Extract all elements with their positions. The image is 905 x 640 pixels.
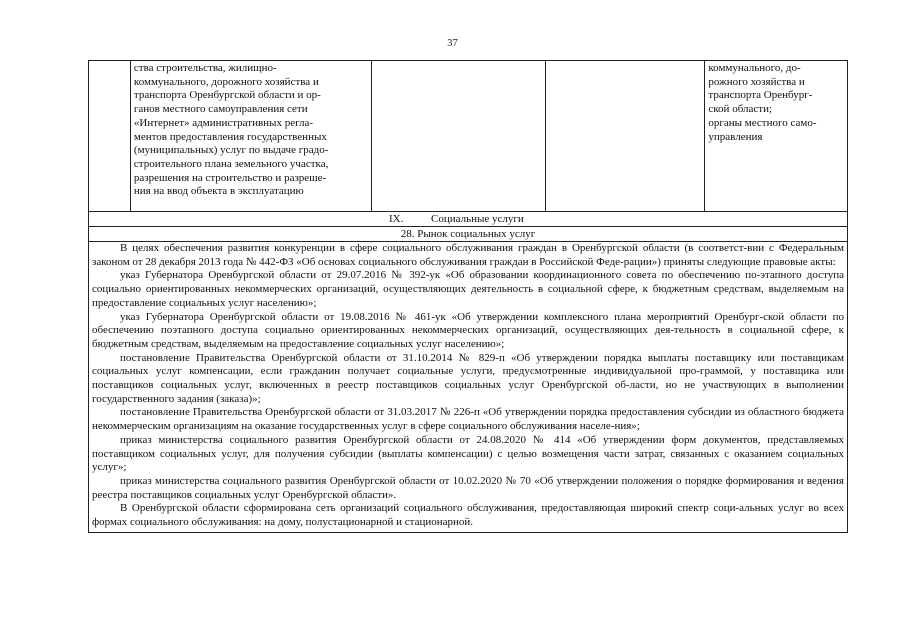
paragraph: В Оренбургской области сформирована сеть организаций социального обслуживания, предоставляющая широкий спектр соци-альных услуг во всех формах социального обслуживания: на дому, полустационарной и стационарной. bbox=[92, 502, 844, 529]
cell-line: коммунального, до- bbox=[708, 62, 801, 74]
cell-line: рожного хозяйства и bbox=[708, 75, 805, 88]
section-number: IX. bbox=[389, 213, 404, 225]
cell-line: (муниципальных) услуг по выдаче градо- bbox=[133, 144, 329, 157]
paragraph: указ Губернатора Оренбургской области от 19.08.2016 № 461-ук «Об утверждении комплексного плана мероприятий Оренбург-ской области по обеспечению поэтапного доступа социально ориентированных некоммерческих организаций, осуществляющих дея-тельность в социальной сфере, к бюджетным средствам, выделяемым на предоставление социальных услуг населению»; bbox=[92, 310, 844, 350]
cell-line: «Интернет» административных регла- bbox=[133, 116, 314, 129]
paragraph: постановление Правительства Оренбургской области от 31.10.2014 № 829-п «Об утверждении порядка выплаты поставщику или поставщикам социальных услуг компенсации, если гражданин получает социальные услуги, предусмотренные индивидуальной про-граммой, у поставщика или поставщиков социальных услуг, включенных в реестр поставщиков социальных услуг Оренбургской об-ласти, но не участвующих в выполнении государственного задания (заказа)»; bbox=[92, 351, 844, 405]
cell-line: органы местного само- bbox=[708, 116, 817, 129]
table-cell-responsible bbox=[705, 61, 847, 211]
section-body bbox=[89, 242, 847, 532]
page-number: 37 bbox=[447, 38, 458, 49]
cell-line: транспорта Оренбург- bbox=[708, 89, 813, 102]
cell-line: разрешения на строительство и разреше- bbox=[133, 171, 327, 184]
table-cell-number bbox=[89, 61, 131, 211]
cell-line: транспорта Оренбургской области и ор- bbox=[133, 89, 321, 102]
cell-line: коммунального, дорожного хозяйства и bbox=[133, 75, 319, 88]
cell-line: ской области; bbox=[708, 103, 773, 116]
cell-line: ния на ввод объекта в эксплуатацию bbox=[133, 185, 304, 198]
cell-line: управления bbox=[708, 130, 763, 143]
table-cell-empty bbox=[372, 61, 546, 211]
continued-table-row bbox=[89, 61, 847, 212]
paragraph: В целях обеспечения развития конкуренции в сфере социального обслуживания граждан в Оренбургской области (в соответст-вии с Федеральным законом от 28 декабря 2013 года № 442-ФЗ «Об основах социального обслуживания граждан в Российской Феде-рации») приняты следующие правовые акты: bbox=[92, 242, 844, 268]
section-title: Социальные услуги bbox=[431, 213, 524, 225]
paragraph: приказ министерства социального развития Оренбургской области от 24.08.2020 № 414 «Об утверждении форм документов, представляемых поставщиком социальных услуг, для получения субсидии (выплаты компенсации) с целью возмещения части затрат, связанных с оказанием социальных услуг»; bbox=[92, 433, 844, 474]
section-heading bbox=[89, 212, 847, 227]
cell-line: ганов местного самоуправления сети bbox=[133, 103, 308, 116]
paragraph: указ Губернатора Оренбургской области от 29.07.2016 № 392-ук «Об образовании координационного совета по обеспечению по-этапного доступа социально ориентированных некоммерческих организаций, осуществляющих деятельность в социальной сфере, к бюджетным средствам, выделяемым на предоставление социальных услуг населению»; bbox=[92, 269, 844, 309]
table-cell-empty bbox=[546, 61, 706, 211]
cell-line: ментов предоставления государственных bbox=[133, 130, 327, 143]
paragraph: постановление Правительства Оренбургской области от 31.03.2017 № 226-п «Об утверждении порядка предоставления субсидии из областного бюджета некоммерческим организациям на оказание государственных услуг в сфере социального обслуживания населе-ния»; bbox=[92, 406, 844, 433]
table-cell-measure bbox=[131, 61, 372, 211]
subsection-title: 28. Рынок социальных услуг bbox=[400, 228, 536, 240]
cell-line: строительного плана земельного участка, bbox=[133, 157, 329, 170]
paragraph: приказ министерства социального развития Оренбургской области от 10.02.2020 № 70 «Об утверждении положения о порядке формирования и ведения реестра поставщиков социальных услуг Оренбургской области». bbox=[92, 474, 844, 501]
subsection-heading bbox=[89, 227, 847, 242]
cell-line: ства строительства, жилищно- bbox=[133, 62, 277, 74]
document-table bbox=[88, 60, 848, 533]
